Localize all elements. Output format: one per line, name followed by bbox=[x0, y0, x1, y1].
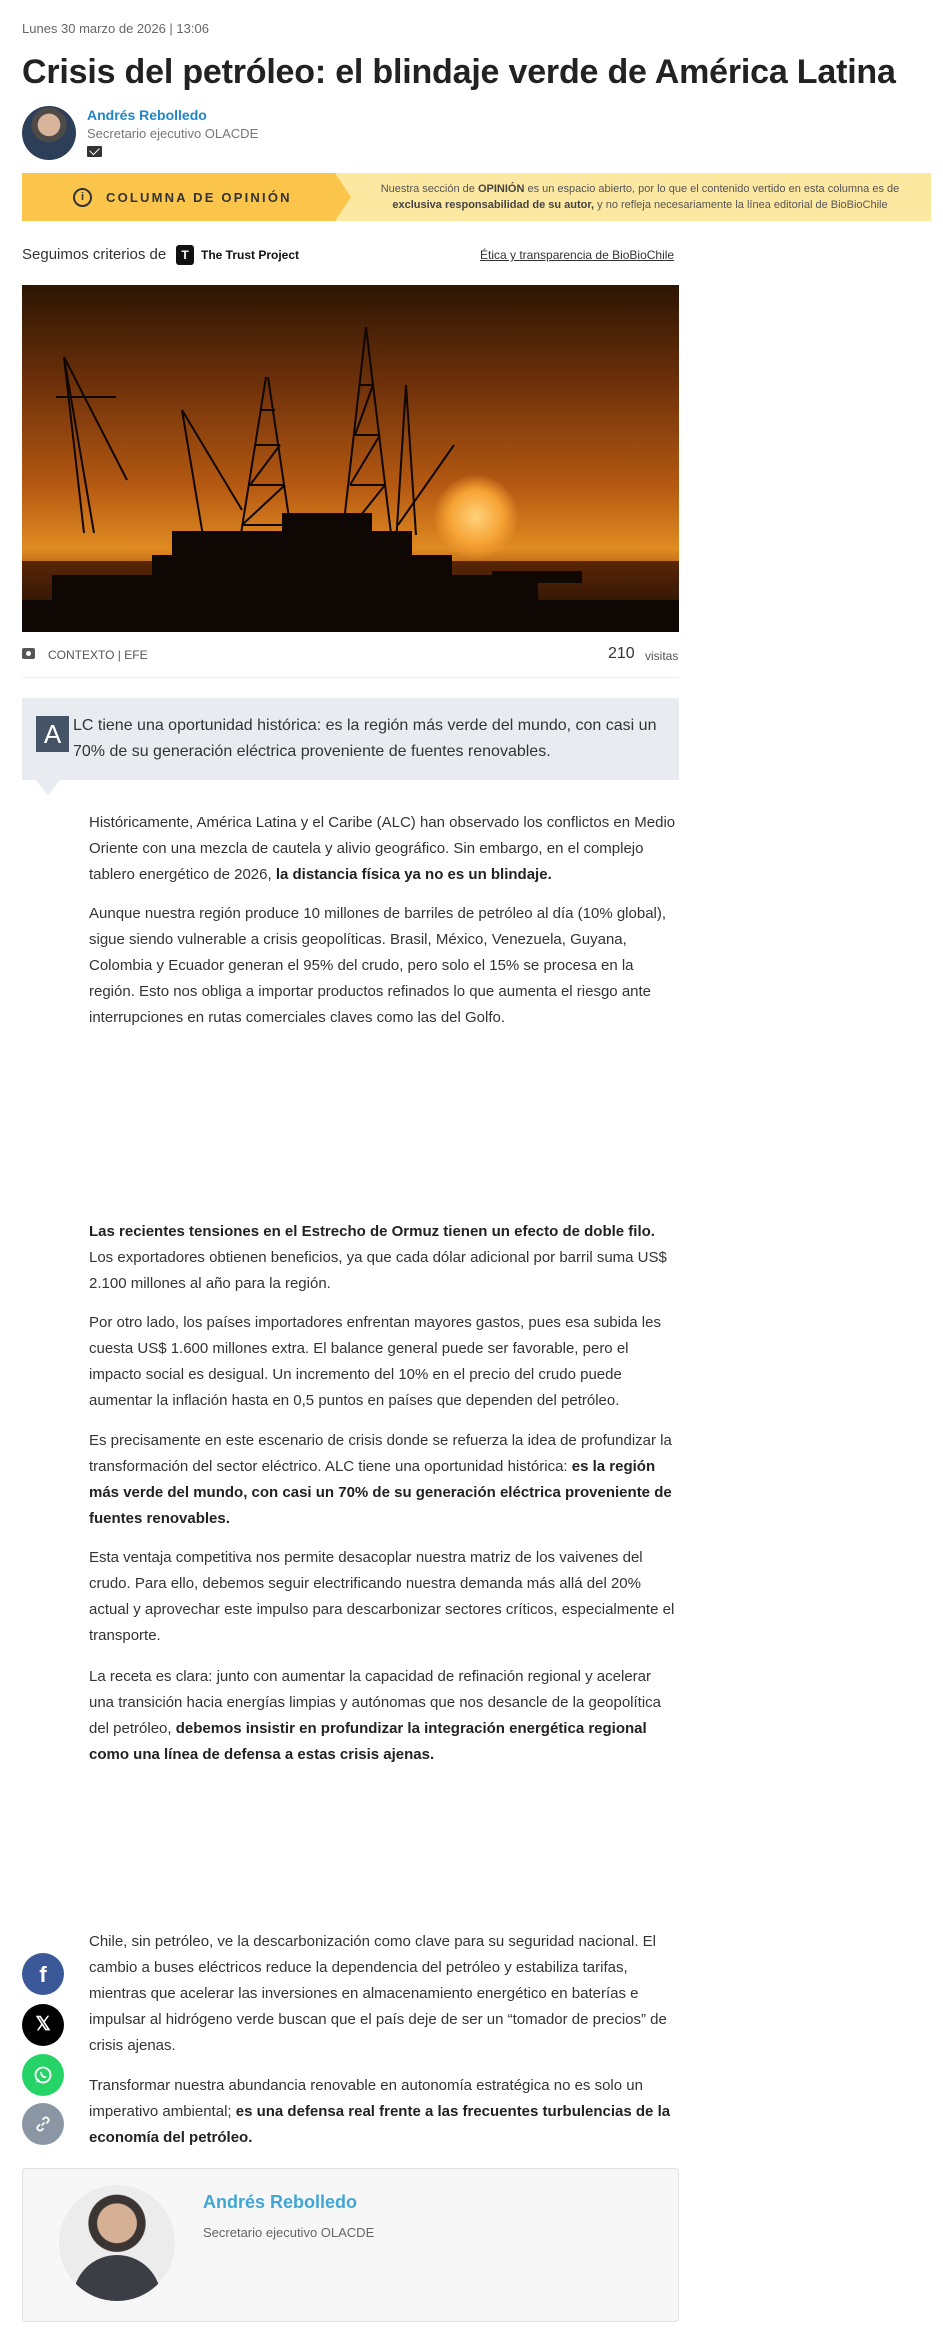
trust-label: Seguimos criterios de bbox=[22, 246, 167, 263]
facebook-share-icon[interactable]: f bbox=[22, 1953, 64, 1995]
link-icon bbox=[33, 2114, 53, 2134]
body-paragraph-1: Históricamente, América Latina y el Caribe (ALC) han observado los conflictos en Medio Oriente con una mezcla de cautela y alivio geográfico. Sin embargo, en el complejo tablero energético de 2026, la distancia física ya no es un blindaje. bbox=[89, 814, 676, 883]
visits-count: 210 bbox=[608, 645, 635, 662]
body-paragraph-7: La receta es clara: junto con aumentar la capacidad de refinación regional y acelerar una transición hacia energías limpias y autónomas que nos desancle de la geopolítica del petróleo, debemos insistir en profundizar la integración energética regional como una línea de defensa a estas crisis ajenas. bbox=[89, 1668, 662, 1763]
author-bio-name[interactable]: Andrés Rebolledo bbox=[203, 2192, 358, 2212]
camera-icon bbox=[22, 648, 35, 659]
opinion-disclaimer: Nuestra sección de OPINIÓN es un espacio abierto, por lo que el contenido vertido en esta columna es de exclusiva responsabilidad de su autor, y no refleja necesariamente la línea editorial de BioBioChile bbox=[380, 183, 900, 211]
body-paragraph-2: Aunque nuestra región produce 10 millones de barriles de petróleo al día (10% global), sigue siendo vulnerable a crisis geopolíticas. Brasil, México, Venezuela, Guyana, Colombia y Ecuador generan el 95% del crudo, pero solo el 15% se procesa en la región. Esto nos obliga a importar productos refinados lo que aumenta el riesgo ante interrupciones en rutas comerciales claves como las del Golfo. bbox=[89, 905, 667, 1026]
opinion-banner bbox=[22, 173, 931, 221]
whatsapp-icon bbox=[33, 2065, 53, 2085]
visits-label: visitas bbox=[645, 649, 679, 663]
author-role: Secretario ejecutivo OLACDE bbox=[87, 126, 259, 141]
copy-link-icon[interactable] bbox=[22, 2103, 64, 2145]
info-circle-icon: i bbox=[73, 188, 92, 207]
opinion-disclaimer-panel bbox=[335, 173, 931, 221]
body-paragraph-5: Es precisamente en este escenario de crisis donde se refuerza la idea de profundizar la transformación del sector eléctrico. ALC tiene una oportunidad histórica: es la región más verde del mundo, con casi un 70% de su generación eléctrica proveniente de fuentes renovables. bbox=[89, 1432, 672, 1527]
article-date: Lunes 30 marzo de 2026 | 13:06 bbox=[22, 21, 209, 36]
ethics-transparency-link[interactable]: Ética y transparencia de BioBioChile bbox=[480, 248, 675, 262]
divider bbox=[22, 677, 679, 678]
opinion-banner-arrow bbox=[335, 173, 351, 221]
oil-rig-silhouette bbox=[22, 285, 679, 632]
trust-project-logo-icon[interactable]: T bbox=[176, 245, 194, 265]
body-paragraph-6: Esta ventaja competitiva nos permite desacoplar nuestra matriz de los vaivenes del crudo. Para ello, debemos seguir electrificando nuestra demanda más allá del 20% actual y aprovechar este impulso para descarbonizar sectores críticos, especialmente el transporte. bbox=[89, 1549, 675, 1644]
lead-box-tail bbox=[36, 780, 60, 796]
author-bio-avatar[interactable] bbox=[59, 2185, 175, 2301]
article-title: Crisis del petróleo: el blindaje verde de América Latina bbox=[22, 53, 896, 91]
opinion-label: COLUMNA DE OPINIÓN bbox=[106, 190, 292, 205]
author-avatar[interactable] bbox=[22, 106, 76, 160]
x-share-icon[interactable]: 𝕏 bbox=[22, 2004, 64, 2046]
image-caption: CONTEXTO | EFE bbox=[48, 648, 148, 662]
author-name-link[interactable]: Andrés Rebolledo bbox=[87, 107, 207, 123]
author-bio-role: Secretario ejecutivo OLACDE bbox=[203, 2225, 375, 2240]
envelope-icon[interactable] bbox=[87, 146, 102, 157]
author-bio-box bbox=[22, 2168, 679, 2322]
body-paragraph-4: Por otro lado, los países importadores enfrentan mayores gastos, pues esa subida les cuesta US$ 1.600 millones extra. El balance general puede ser favorable, pero el impacto social es desigual. Un incremento del 10% en el precio del crudo puede aumentar la inflación hasta en 0,5 puntos en países que dependen del petróleo. bbox=[89, 1314, 661, 1409]
body-paragraph-9: Transformar nuestra abundancia renovable en autonomía estratégica no es solo un imperativo ambiental; es una defensa real frente a las frecuentes turbulencias de la economía del petróleo. bbox=[89, 2077, 671, 2146]
whatsapp-share-icon[interactable] bbox=[22, 2054, 64, 2096]
body-paragraph-8: Chile, sin petróleo, ve la descarbonización como clave para su seguridad nacional. El cambio a buses eléctricos reduce la dependencia del petróleo y estabiliza tarifas, mientras que acelerar las inversiones en almacenamiento energético en baterías e impulsar al hidrógeno verde buscan que el país deje de ser un “tomador de precios” de crisis ajenas. bbox=[89, 1933, 667, 2054]
article-hero-image[interactable] bbox=[22, 285, 679, 632]
body-paragraph-3: Las recientes tensiones en el Estrecho de Ormuz tienen un efecto de doble filo. Los exportadores obtienen beneficios, ya que cada dólar adicional por barril suma US$ 2.100 millones al año para la región. bbox=[89, 1223, 667, 1292]
lead-dropcap: A bbox=[36, 716, 69, 752]
opinion-label-panel bbox=[22, 173, 335, 221]
trust-project-name[interactable]: The Trust Project bbox=[201, 248, 300, 262]
lead-text: LC tiene una oportunidad histórica: es la región más verde del mundo, con casi un 70% de su generación eléctrica proveniente de fuentes renovables. bbox=[73, 717, 657, 760]
